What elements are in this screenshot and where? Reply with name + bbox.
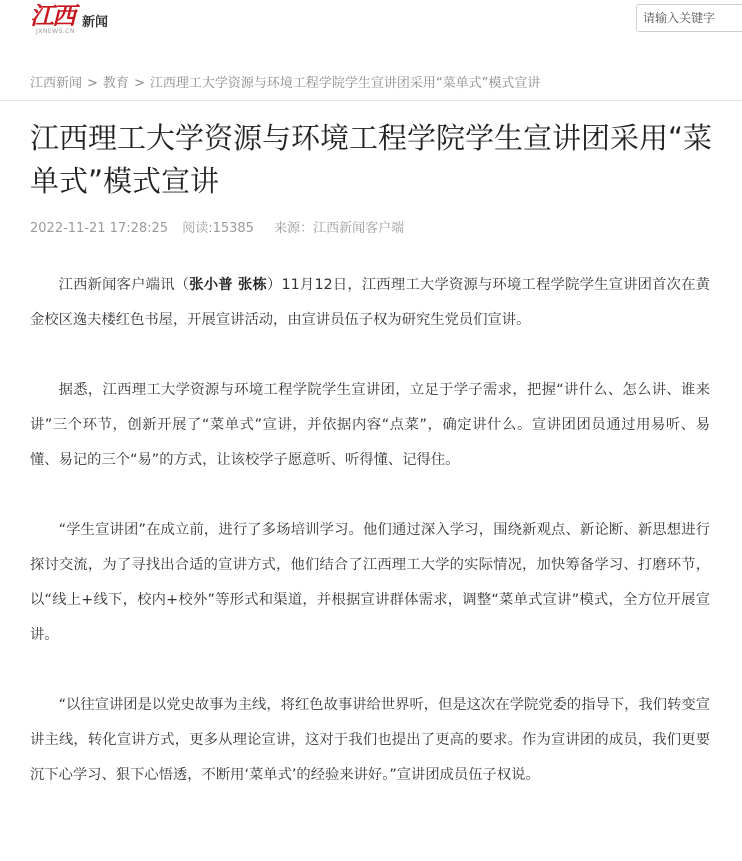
top-bar: [0, 0, 742, 40]
article-meta: [30, 217, 414, 236]
breadcrumb-separator: >: [87, 76, 98, 91]
breadcrumb: [30, 72, 540, 91]
article-title: 江西理工大学资源与环境工程学院学生宣讲团采用“菜单式”模式宣讲: [30, 121, 713, 198]
paragraph-1-prefix: 江西新闻客户端讯（: [58, 277, 190, 293]
publish-datetime: 2022-11-21 17:28:25: [30, 221, 169, 236]
article-source: 来源：江西新闻客户端: [274, 221, 405, 236]
breadcrumb-row: [0, 64, 742, 101]
paragraph-2: 据悉，江西理工大学资源与环境工程学院学生宣讲团，立足于学子需求，把握“讲什么、怎么讲、谁来讲”三个环节，创新开展了“菜单式”宣讲，并依据内容“点菜”，确定讲什么。宣讲团团员通过用易听、易懂、易记的三个“易”的方式，让该校学子愿意听、听得懂、记得住。: [30, 382, 710, 468]
breadcrumb-home[interactable]: 江西新闻: [30, 76, 83, 91]
site-logo[interactable]: [30, 2, 108, 36]
article-authors: 张小普 张栋: [189, 277, 267, 293]
logo-mark: [30, 2, 80, 36]
view-count: 阅读:15385: [182, 221, 254, 236]
paragraph-3: “学生宣讲团”在成立前，进行了多场培训学习。他们通过深入学习，围绕新观点、新论断、新思想进行探讨交流，为了寻找出合适的宣讲方式，他们结合了江西理工大学的实际情况，加快筹备学习、打磨环节，以“线上+线下，校内+校外”等形式和渠道，并根据宣讲群体需求，调整“菜单式宣讲”模式，全方位开展宣讲。: [30, 522, 710, 643]
logo-mark-text: 江西: [30, 1, 74, 30]
breadcrumb-separator: >: [133, 76, 145, 91]
article-body: [30, 268, 710, 828]
search-input[interactable]: [636, 4, 742, 32]
breadcrumb-section[interactable]: 教育: [102, 76, 129, 91]
logo-text: 新闻: [82, 15, 109, 30]
paragraph-4: “以往宣讲团是以党史故事为主线，将红色故事讲给世界听，但是这次在学院党委的指导下，我们转变宣讲主线，转化宣讲方式，更多从理论宣讲，这对于我们也提出了更高的要求。作为宣讲团的成员，我们更要沉下心学习、狠下心悟透，不断用‘菜单式’的经验来讲好。”宣讲团成员伍子权说。: [30, 697, 710, 783]
paragraph-1: [30, 268, 710, 338]
breadcrumb-current: 江西理工大学资源与环境工程学院学生宣讲团采用“菜单式”模式宣讲: [149, 76, 541, 91]
logo-domain: JXNEWS.CN: [36, 28, 75, 35]
paragraph-1-rest: ）11月12日，江西理工大学资源与环境工程学院学生宣讲团首次在黄金校区逸夫楼红色书屋，开展宣讲活动，由宣讲员伍子权为研究生党员们宣讲。: [30, 277, 710, 328]
